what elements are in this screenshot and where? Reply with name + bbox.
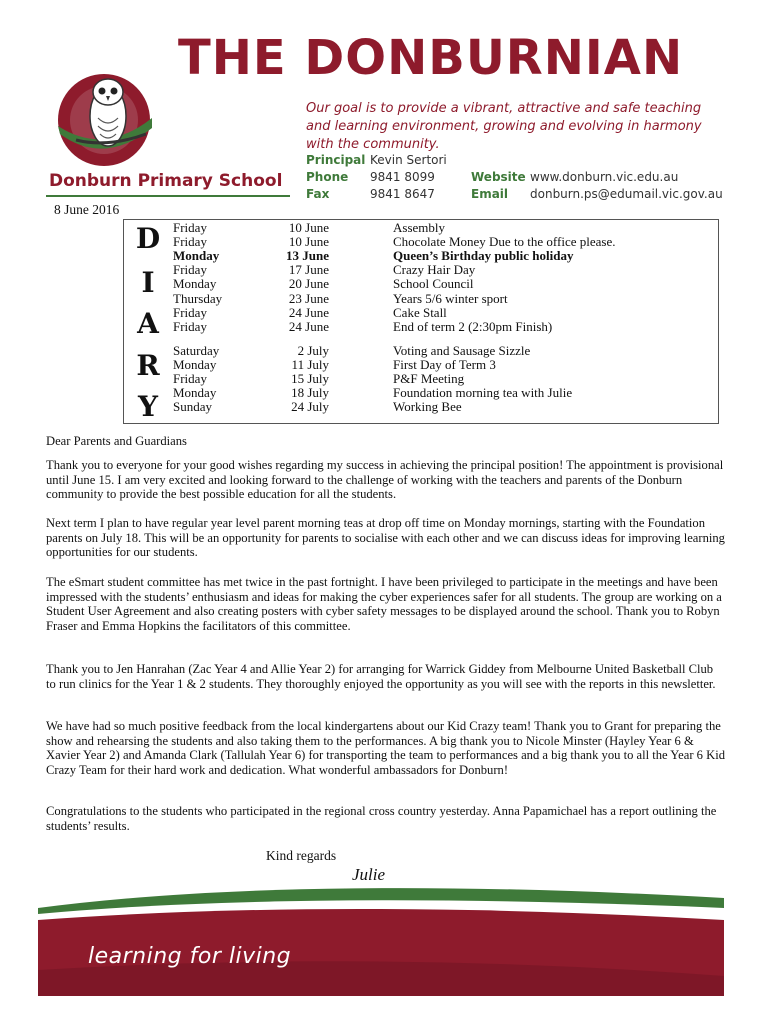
diary-day: Friday	[173, 234, 207, 250]
website-label: Website	[471, 170, 526, 184]
phone-label: Phone	[306, 170, 349, 184]
letter-paragraph: Congratulations to the students who participated in the regional cross country yesterday. Anna Papamichael has a report outlining the students’ results.	[46, 804, 717, 833]
diary-event: End of term 2 (2:30pm Finish)	[393, 318, 553, 334]
diary-event: P&F Meeting	[393, 371, 465, 387]
diary-day: Sunday	[173, 399, 212, 415]
diary-date: 13 June	[286, 248, 329, 264]
letter-paragraph: The eSmart student committee has met twice in the past fortnight. I have been privileged to participate in the meetings and have been impressed with the students’ enthusiasm and ideas for making the cyber experiences safer for all students. The group are working on a Student User Agreement and also creating posters with cyber safety messages to be displayed around the school. Thank you to Robyn Fraser and Emma Hopkins the facilitators of this committee.	[46, 575, 722, 633]
phone-row	[306, 170, 348, 184]
diary-event: Crazy Hair Day	[393, 262, 476, 278]
diary-date: 17 June	[288, 262, 329, 278]
diary-date: 10 June	[288, 234, 329, 250]
diary-day: Friday	[173, 220, 207, 235]
diary-date: 24 June	[288, 304, 329, 320]
diary-letter: A	[137, 307, 159, 340]
diary-letter: D	[135, 222, 161, 255]
closing: Kind regards	[266, 848, 337, 863]
diary-letter: Y	[138, 390, 158, 423]
letter-paragraph: Thank you to everyone for your good wishes regarding my success in achieving the principal position! The appointment is provisional until June 15. I am very excited and looking forward to the challenge of working with the teachers and parents of the Donburn community to provide the best possible education for all the students.	[46, 458, 724, 502]
diary-date: 24 June	[288, 318, 329, 334]
email-label: Email	[471, 187, 509, 201]
school-goal: Our goal is to provide a vibrant, attractive and safe teaching and learning environment, growing and evolving in harmony with the community.	[306, 101, 702, 152]
phone-value: 9841 8099	[370, 170, 435, 184]
school-name-rule	[46, 195, 290, 197]
diary-date: 2 July	[297, 343, 329, 358]
diary-event: Working Bee	[393, 399, 462, 415]
diary-event: Queen’s Birthday public holiday	[393, 248, 574, 264]
footer-banner	[38, 880, 724, 996]
diary-event: First Day of Term 3	[393, 357, 496, 373]
diary-day: Saturday	[173, 343, 220, 358]
diary-event: Years 5/6 winter sport	[393, 290, 508, 306]
letter-paragraph: Thank you to Jen Hanrahan (Zac Year 4 and Allie Year 2) for arranging for Warrick Giddey from Melbourne United Basketball Club to run clinics for the Year 1 & 2 students. They thoroughly enjoyed the opportunity as you will see with the reports in this newsletter.	[46, 662, 716, 691]
diary-event: Voting and Sausage Sizzle	[393, 343, 531, 358]
diary-date: 10 June	[288, 220, 329, 235]
email-link[interactable]: donburn.ps@edumail.vic.gov.au	[530, 187, 723, 201]
greeting: Dear Parents and Guardians	[46, 434, 187, 448]
diary-event: Cake Stall	[393, 304, 447, 320]
diary-event: School Council	[393, 276, 474, 292]
footer-tagline: learning for living	[88, 944, 292, 969]
fax-label: Fax	[306, 187, 330, 201]
fax-row	[306, 187, 329, 201]
fax-value: 9841 8647	[370, 187, 435, 201]
letter-paragraph: We have had so much positive feedback from the local kindergartens about our Kid Crazy team! Thank you to Grant for preparing the show and rehearsing the students and also taking them to the performances. A big thank you to Nicole Minster (Hayley Year 6 & Xavier Year 2) and Amanda Clark (Tallulah Year 6) for transporting the team to performances and a big thank you to all the Year 6 Kid Crazy Team for their hard work and dedication. What wonderful ambassadors for Donburn!	[46, 719, 726, 777]
diary-date: 24 July	[291, 399, 329, 415]
diary-event: Foundation morning tea with Julie	[393, 385, 573, 401]
email-row	[471, 187, 508, 201]
diary-day: Monday	[173, 276, 217, 292]
principal-value: Kevin Sertori	[370, 153, 447, 167]
signature: Julie	[352, 865, 386, 884]
diary-letter: R	[136, 349, 160, 382]
letter-paragraph: Next term I plan to have regular year level parent morning teas at drop off time on Monday mornings, starting with the Foundation parents on July 18. This will be an opportunity for parents to socialise with each other and we can discuss ideas for improving learning opportunities for our students.	[46, 516, 725, 560]
school-name: Donburn Primary School	[49, 171, 283, 191]
diary-letter: I	[141, 266, 155, 299]
diary-date: 11 July	[291, 357, 329, 373]
diary-day: Monday	[173, 357, 217, 373]
owl-logo-icon	[54, 68, 156, 170]
diary-event: Assembly	[393, 220, 445, 235]
diary-day: Friday	[173, 304, 207, 320]
diary-event: Chocolate Money Due to the office please.	[393, 234, 616, 250]
diary-date: 23 June	[288, 290, 329, 306]
diary-day: Monday	[173, 385, 217, 401]
diary-date: 15 July	[291, 371, 329, 387]
diary-date: 20 June	[288, 276, 329, 292]
principal-label: Principal	[306, 153, 366, 167]
website-link[interactable]: www.donburn.vic.edu.au	[530, 170, 679, 184]
diary-day: Monday	[173, 248, 220, 264]
masthead-title: THE DONBURNIAN	[178, 30, 684, 86]
principal-row	[306, 153, 365, 167]
diary-day: Friday	[173, 262, 207, 278]
diary-day: Thursday	[173, 290, 223, 306]
website-row	[471, 170, 526, 184]
diary-day: Friday	[173, 371, 207, 387]
diary-date: 18 July	[291, 385, 329, 401]
issue-date: 8 June 2016	[54, 202, 120, 217]
diary-day: Friday	[173, 318, 207, 334]
